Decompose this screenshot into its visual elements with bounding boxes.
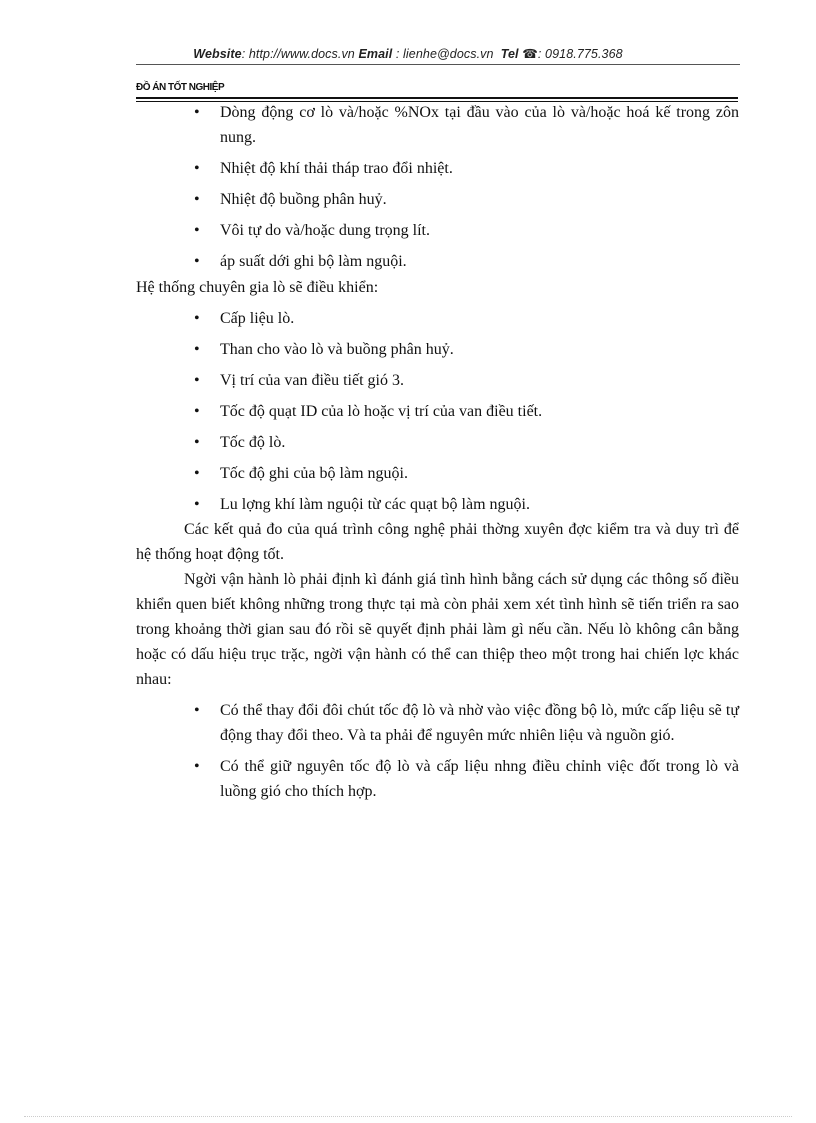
control-heading: Hệ thống chuyên gia lò sẽ điều khiển: (136, 279, 379, 296)
list-item (136, 337, 739, 362)
bullet-icon: • (194, 160, 200, 177)
bullet-icon: • (194, 434, 200, 451)
list-item-text: Tốc độ ghi của bộ làm nguội. (220, 465, 408, 482)
paragraph-measurements: Các kết quả đo của quá trình công nghệ phải thờng xuyên đợc kiểm tra và duy trì để hệ thống hoạt động tốt. (136, 521, 739, 563)
list-item-text: Vôi tự do và/hoặc dung trọng lít. (220, 222, 430, 239)
list-item-text: Dòng động cơ lò và/hoặc %NOx tại đầu vào của lò và/hoặc hoá kế trong zôn nung. (220, 104, 739, 146)
intro-bullet-list (136, 100, 739, 274)
header-divider (136, 64, 740, 65)
list-item (136, 754, 739, 804)
list-item-text: Vị trí của van điều tiết gió 3. (220, 372, 404, 389)
list-item (136, 430, 739, 455)
page-header (0, 46, 816, 61)
list-item-text: Nhiệt độ khí thải tháp trao đổi nhiệt. (220, 160, 453, 177)
paragraph-operator: Ngời vận hành lò phải định kì đánh giá tình hình bằng cách sử dụng các thông số điều khiển quen biết không những trong thực tại mà còn phải xem xét tình hình sẽ tiến triển ra sao trong khoảng thời gian sau đó rồi sẽ quyết định phải làm gì nếu cần. Nếu lò không cân bằng hoặc có dấu hiệu trục trặc, ngời vận hành có thể can thiệp theo một trong hai chiến lợc khác nhau: (136, 571, 739, 688)
list-item-text: Cấp liệu lò. (220, 310, 295, 327)
bullet-icon: • (194, 191, 200, 208)
list-item (136, 187, 739, 212)
tel-number: : 0918.775.368 (537, 47, 623, 61)
bullet-icon: • (194, 758, 200, 775)
list-item (136, 399, 739, 424)
list-item (136, 306, 739, 331)
list-item (136, 156, 739, 181)
list-item (136, 698, 739, 748)
list-item-text: Có thể thay đổi đôi chút tốc độ lò và nhờ vào việc đồng bộ lò, mức cấp liệu sẽ tự động thay đổi theo. Và ta phải để nguyên mức nhiên liệu và nguồn gió. (220, 702, 739, 744)
strategy-bullet-list (136, 698, 739, 804)
bullet-icon: • (194, 341, 200, 358)
document-body (136, 100, 739, 804)
control-bullet-list (136, 306, 739, 517)
list-item-text: áp suất dới ghi bộ làm nguội. (220, 253, 407, 270)
bullet-icon: • (194, 372, 200, 389)
bullet-icon: • (194, 403, 200, 420)
list-item-text: Tốc độ quạt ID của lò hoặc vị trí của van điều tiết. (220, 403, 543, 420)
list-item-text: Nhiệt độ buồng phân huỷ. (220, 191, 387, 208)
list-item (136, 368, 739, 393)
list-item (136, 249, 739, 274)
list-item-text: Lu lợng khí làm nguội từ các quạt bộ làm nguội. (220, 496, 530, 513)
bullet-icon: • (194, 253, 200, 270)
website-url[interactable]: : http://www.docs.vn (241, 47, 355, 61)
list-item-text: Có thể giữ nguyên tốc độ lò và cấp liệu nhng điều chỉnh việc đốt trong lò và luồng gió cho thích hợp. (220, 758, 739, 800)
email-label: Email (358, 47, 393, 61)
bullet-icon: • (194, 310, 200, 327)
list-item (136, 100, 739, 150)
bullet-icon: • (194, 222, 200, 239)
bullet-icon: • (194, 104, 200, 121)
footer-divider (24, 1116, 792, 1117)
tel-label: Tel (500, 47, 519, 61)
running-head: ĐỒ ÁN TỐT NGHIỆP (136, 82, 225, 93)
bullet-icon: • (194, 702, 200, 719)
list-item-text: Tốc độ lò. (220, 434, 286, 451)
website-label: Website (193, 47, 242, 61)
phone-icon: ☎ (522, 47, 538, 61)
email-address[interactable]: : lienhe@docs.vn (395, 47, 494, 61)
list-item (136, 492, 739, 517)
running-head-rule-thick (136, 97, 738, 99)
list-item (136, 218, 739, 243)
bullet-icon: • (194, 465, 200, 482)
bullet-icon: • (194, 496, 200, 513)
list-item-text: Than cho vào lò và buồng phân huỷ. (220, 341, 454, 358)
list-item (136, 461, 739, 486)
